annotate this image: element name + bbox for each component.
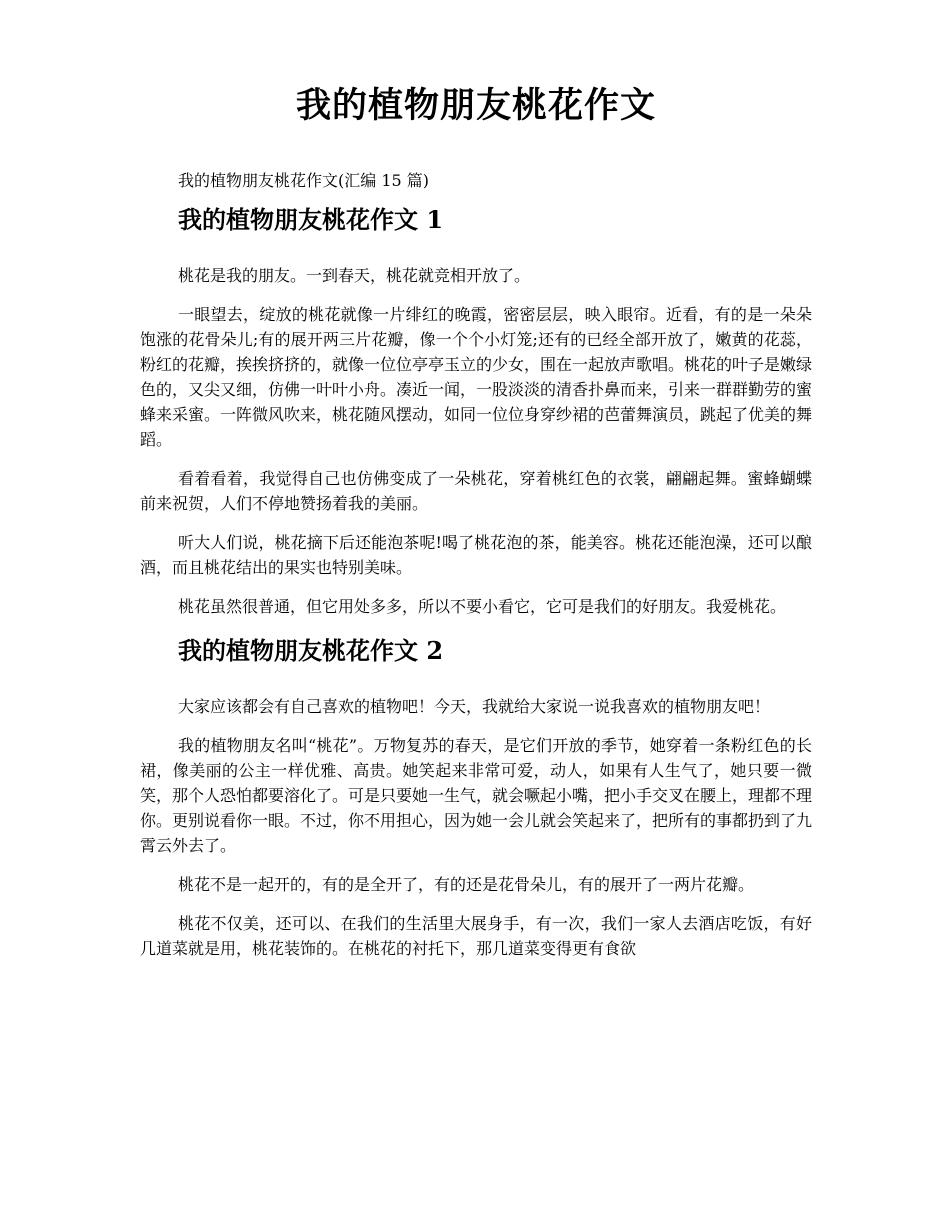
paragraph: 一眼望去，绽放的桃花就像一片绯红的晚霞，密密层层，映入眼帘。近看，有的是一朵朵饱涨的花骨朵儿;有的展开两三片花瓣，像一个个小灯笼;还有的已经全部开放了，嫩黄的花蕊，粉红的花瓣，挨挨挤挤的，就像一位位亭亭玉立的少女，围在一起放声歌唱。桃花的叶子是嫩绿色的，又尖又细，仿佛一叶叶小舟。凑近一闻，一股淡淡的清香扑鼻而来，引来一群群勤劳的蜜蜂来采蜜。一阵微风吹来，桃花随风摆动，如同一位位身穿纱裙的芭蕾舞演员，跳起了优美的舞蹈。: [140, 305, 813, 449]
document-subtitle: 我的植物朋友桃花作文(汇编 15 篇): [178, 171, 430, 190]
paragraph: 桃花不仅美，还可以、在我们的生活里大展身手，有一次，我们一家人去酒店吃饭，有好几道菜就是用，桃花装饰的。在桃花的衬托下，那几道菜变得更有食欲: [140, 914, 812, 958]
paragraph: 桃花是我的朋友。一到春天，桃花就竞相开放了。: [178, 266, 531, 285]
section-heading: 我的植物朋友桃花作文 2: [178, 636, 444, 665]
section-heading: 我的植物朋友桃花作文 1: [178, 205, 444, 234]
essay-section-2: [140, 636, 812, 961]
paragraph: 听大人们说，桃花摘下后还能泡茶呢!喝了桃花泡的茶，能美容。桃花还能泡澡，还可以酿酒，而且桃花结出的果实也特别美味。: [140, 533, 812, 577]
paragraph: 大家应该都会有自己喜欢的植物吧！今天，我就给大家说一说我喜欢的植物朋友吧！: [178, 697, 771, 716]
document-page: [140, 0, 812, 975]
paragraph: 看着看着，我觉得自己也仿佛变成了一朵桃花，穿着桃红色的衣裳，翩翩起舞。蜜蜂蝴蝶前来祝贺，人们不停地赞扬着我的美丽。: [140, 469, 812, 513]
essay-section-1: [140, 205, 812, 619]
paragraph: 我的植物朋友名叫“桃花”。万物复苏的春天，是它们开放的季节，她穿着一条粉红色的长裙，像美丽的公主一样优雅、高贵。她笑起来非常可爱，动人，如果有人生气了，她只要一微笑，那个人恐怕都要溶化了。可是只要她一生气，就会噘起小嘴，把小手交叉在腰上，理都不理你。更别说看你一眼。不过，你不用担心，因为她一会儿就会笑起来了，把所有的事都扔到了九霄云外去了。: [140, 736, 813, 855]
document-title: 我的植物朋友桃花作文: [295, 85, 656, 126]
paragraph: 桃花虽然很普通，但它用处多多，所以不要小看它，它可是我们的好朋友。我爱桃花。: [178, 597, 787, 616]
paragraph: 桃花不是一起开的，有的是全开了，有的还是花骨朵儿，有的展开了一两片花瓣。: [178, 875, 755, 894]
